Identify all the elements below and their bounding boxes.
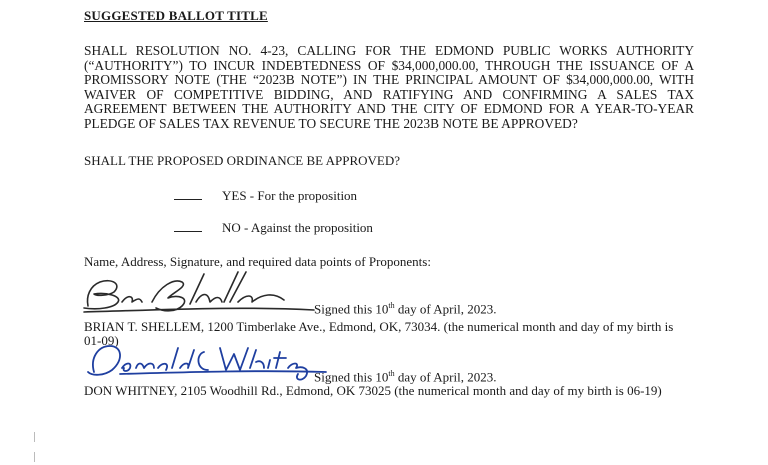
- signature-brian-shellem: [78, 268, 318, 316]
- scan-margin-mark: [34, 452, 35, 462]
- signed-suffix: day of April, 2023.: [394, 301, 497, 317]
- yes-option-label: YES - For the proposition: [222, 188, 358, 203]
- no-blank-line: [174, 221, 202, 232]
- signed-date-1: [314, 301, 496, 317]
- signed-ordinal: th: [388, 369, 395, 378]
- proponents-label: Name, Address, Signature, and required data points of Proponents:: [84, 254, 431, 269]
- proponent-details-1: BRIAN T. SHELLEM, 1200 Timberlake Ave., Edmond, OK, 73034. (the numerical month and day of my birth is 01-09): [84, 319, 674, 348]
- signed-prefix: Signed this 10: [314, 301, 389, 317]
- no-option-label: NO - Against the proposition: [222, 220, 373, 235]
- approval-question: SHALL THE PROPOSED ORDINANCE BE APPROVED?: [84, 153, 400, 168]
- signed-prefix: Signed this 10: [314, 369, 389, 385]
- signed-ordinal: th: [388, 301, 395, 310]
- resolution-text: SHALL RESOLUTION NO. 4-23, CALLING FOR THE EDMOND PUBLIC WORKS AUTHORITY (“AUTHORITY”) TO INCUR INDEBTEDNESS OF $34,000,000.00, THROUGH THE ISSUANCE OF A PROMISSORY NOTE (THE “2023B NOTE”) IN THE PRINCIPAL AMOUNT OF $34,000,000.00, WITH WAIVER OF COMPETITIVE BIDDING, AND RATIFYING AND CONFIRMING A SALES TAX AGREEMENT BETWEEN THE AUTHORITY AND THE CITY OF EDMOND FOR A YEAR-TO-YEAR PLEDGE OF SALES TAX REVENUE TO SECURE THE 2023B NOTE BE APPROVED?: [84, 43, 694, 131]
- yes-blank-line: [174, 189, 202, 200]
- proponent-details-2: DON WHITNEY, 2105 Woodhill Rd., Edmond, OK 73025 (the numerical month and day of my birth is 06-19): [84, 383, 662, 398]
- vote-option-yes: [174, 188, 357, 204]
- scan-margin-mark: [34, 432, 35, 442]
- vote-option-no: [174, 220, 373, 236]
- ballot-title-heading: SUGGESTED BALLOT TITLE: [84, 8, 268, 23]
- signature-donald-whitney: [80, 338, 330, 382]
- signed-suffix: day of April, 2023.: [394, 369, 497, 385]
